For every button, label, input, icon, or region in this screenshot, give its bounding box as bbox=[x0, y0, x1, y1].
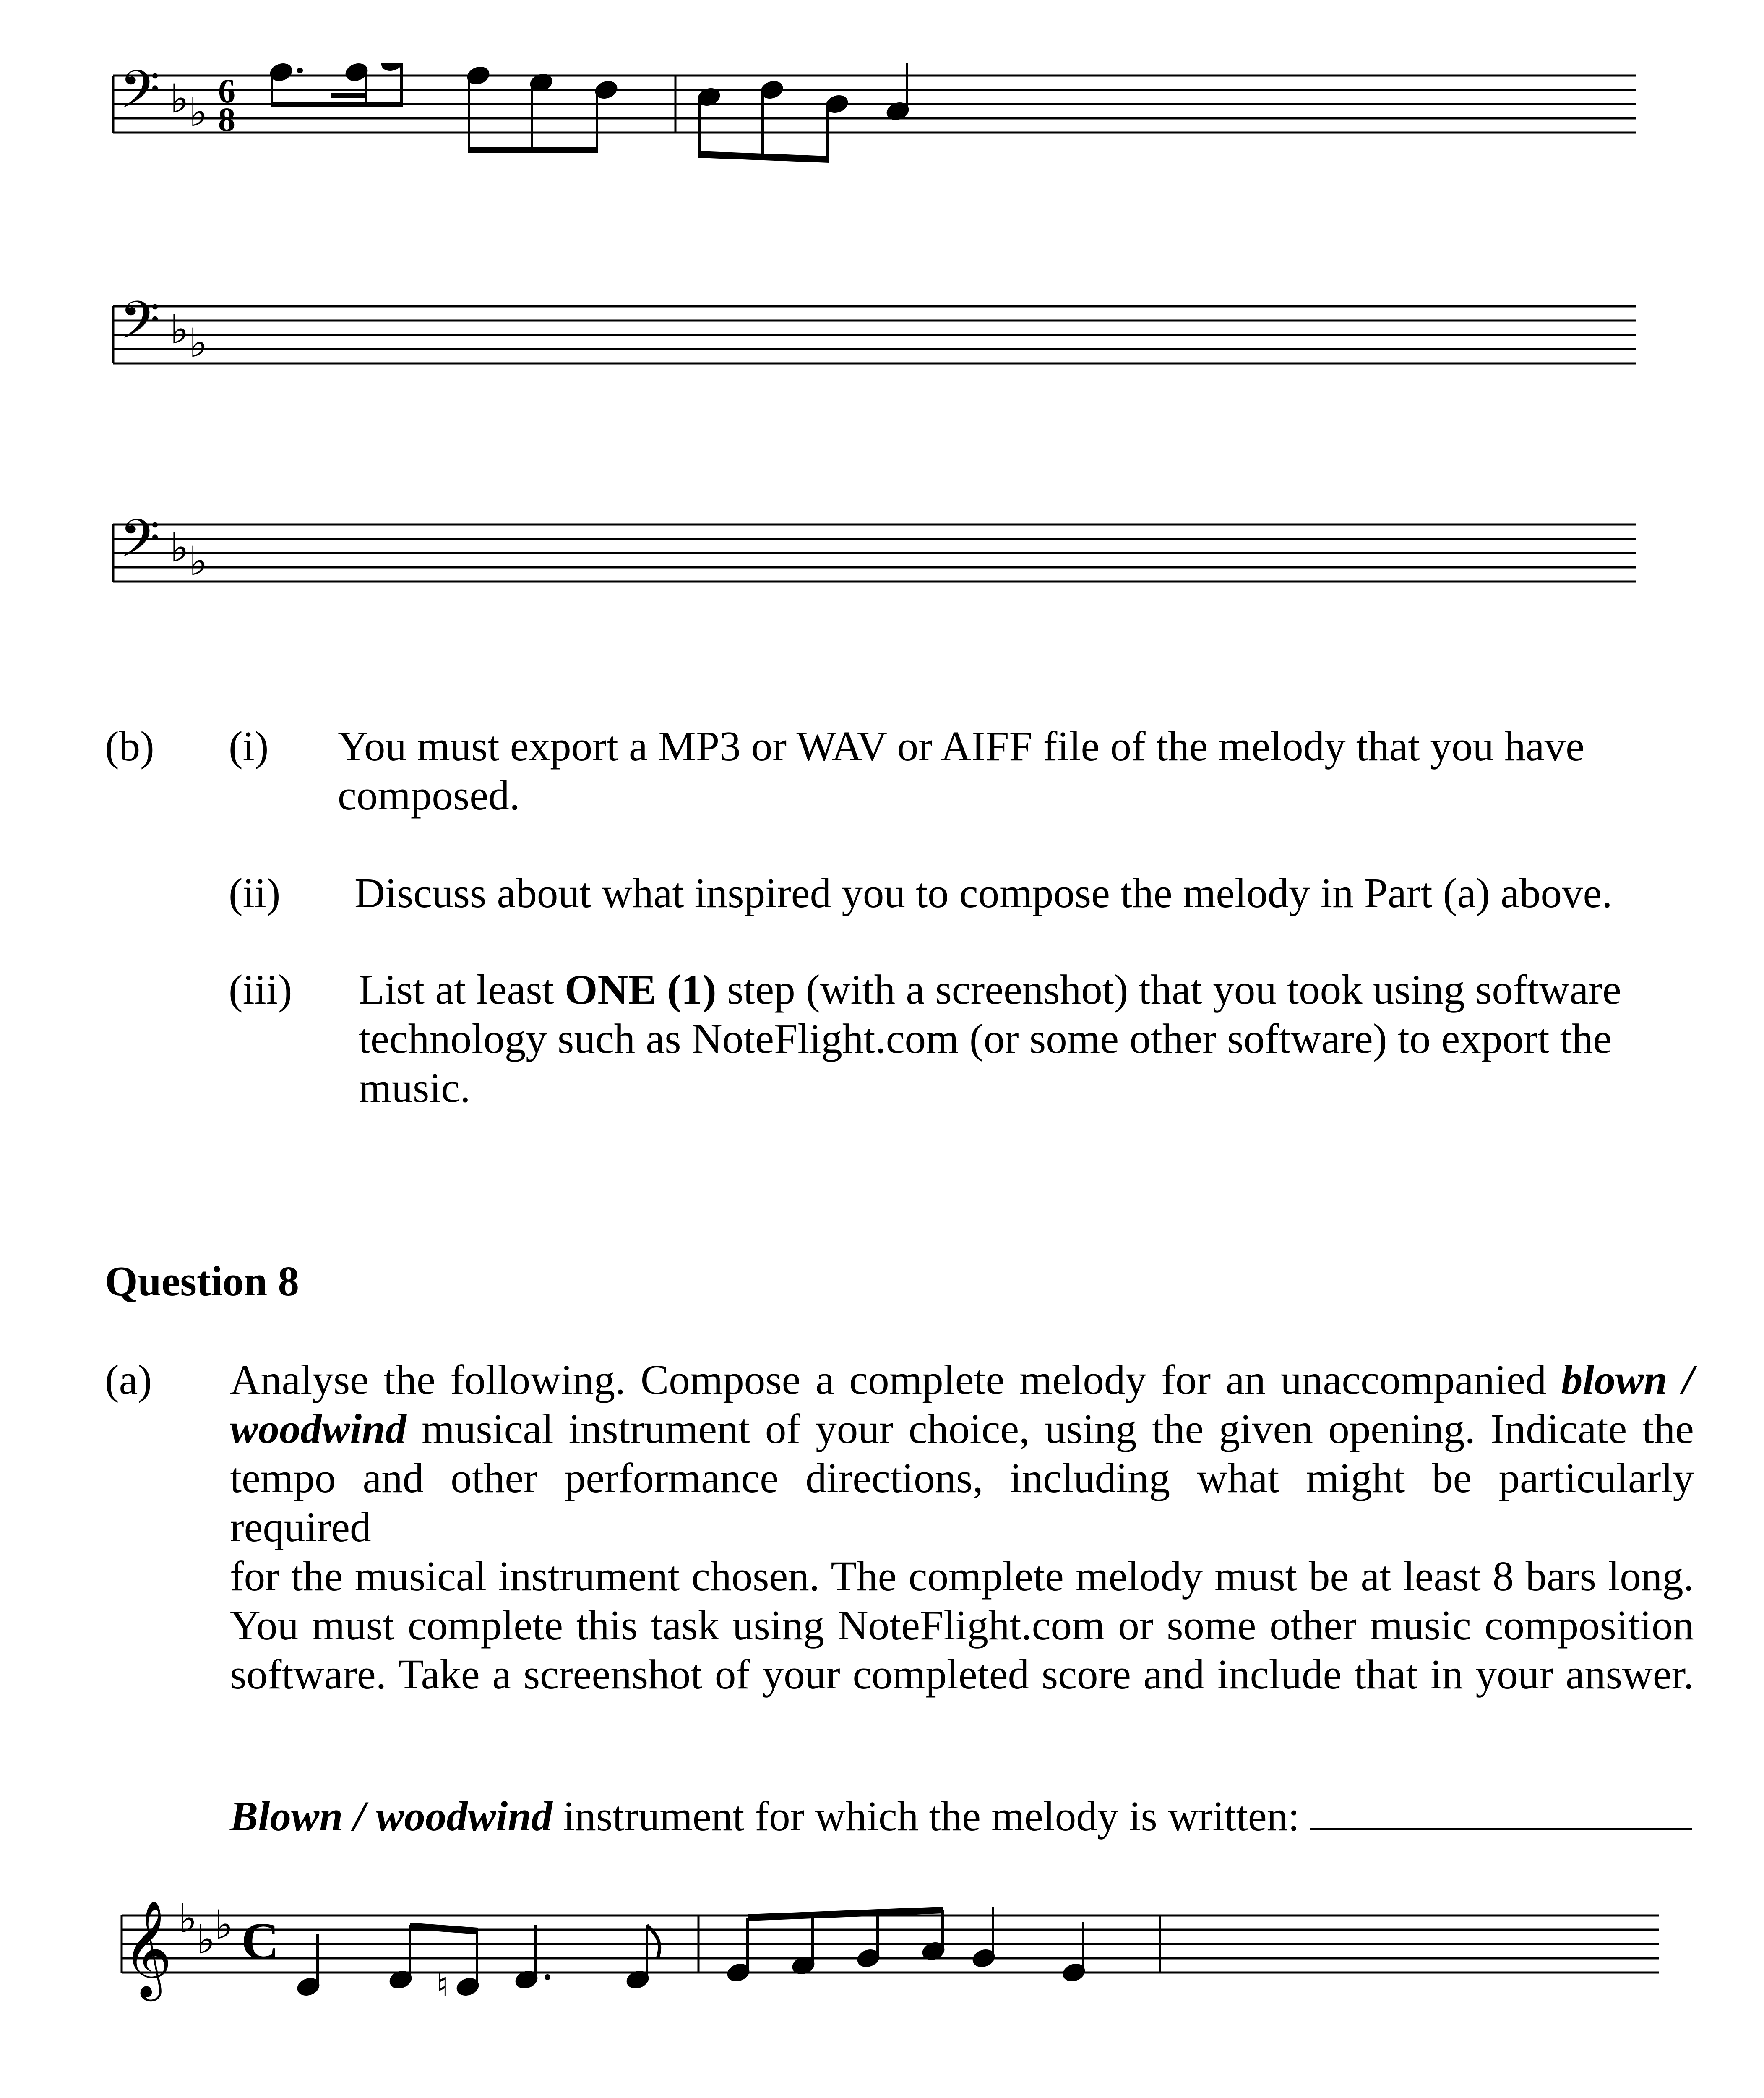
flat-icon bbox=[178, 1896, 233, 1963]
bass-staff-2 bbox=[0, 294, 1764, 386]
bass-clef-icon bbox=[120, 63, 160, 133]
svg-text:♭: ♭ bbox=[189, 538, 208, 585]
question-heading: Question 8 bbox=[105, 1258, 299, 1305]
item-ii-number: (ii) bbox=[229, 869, 281, 916]
bass-staff-1 bbox=[0, 63, 1764, 239]
svg-text:♭: ♭ bbox=[189, 89, 208, 136]
note bbox=[697, 63, 910, 163]
common-time-icon: C bbox=[241, 1913, 279, 1970]
svg-text:𝄢: 𝄢 bbox=[120, 63, 160, 133]
bass-clef-icon: 𝄢 bbox=[120, 512, 160, 582]
treble-staff-1 bbox=[0, 1888, 1764, 2014]
svg-text:♭: ♭ bbox=[189, 320, 208, 366]
answer-blank[interactable] bbox=[1310, 1795, 1692, 1830]
question-paragraph: Analyse the following. Compose a complete melody for an unaccompanied blown / woodwind musical instrument of your choice, using the given opening. Indicate the tempo and other performance directions, including what might be particularly required for the musical instrument chosen. The complete melody must be at least 8 bars long. You must complete this task using NoteFlight.com or some other music composition software. Take a screenshot of your completed score and include that in your answer. bbox=[230, 1356, 1694, 1698]
svg-text:8: 8 bbox=[218, 100, 235, 138]
part-b-label: (b) bbox=[105, 723, 154, 770]
natural-icon: ♮ bbox=[436, 1965, 448, 2004]
item-i-text: You must export a MP3 or WAV or AIFF file of the melody that you have composed. bbox=[338, 723, 1584, 819]
svg-text:♭: ♭ bbox=[170, 76, 189, 122]
flat-icon bbox=[170, 307, 208, 366]
svg-text:♭: ♭ bbox=[214, 1902, 233, 1948]
svg-text:♭: ♭ bbox=[170, 525, 189, 571]
bass-staff-3 bbox=[0, 512, 1764, 604]
treble-clef-icon: 𝄞 bbox=[122, 1900, 172, 1997]
item-ii-text: Discuss about what inspired you to compose the melody in Part (a) above. bbox=[354, 869, 1613, 916]
svg-text:♭: ♭ bbox=[178, 1896, 197, 1942]
svg-text:6: 6 bbox=[218, 72, 235, 110]
note bbox=[389, 1923, 480, 1997]
note bbox=[466, 65, 618, 153]
part-a-label: (a) bbox=[105, 1356, 152, 1403]
item-iii-number: (iii) bbox=[229, 966, 292, 1013]
flat-icon bbox=[170, 525, 208, 585]
svg-text:♭: ♭ bbox=[170, 307, 189, 353]
time-signature-6-8 bbox=[218, 72, 235, 138]
svg-text:♭: ♭ bbox=[196, 1917, 215, 1963]
instrument-line: Blown / woodwind instrument for which the melody is written: bbox=[230, 1792, 1692, 1841]
bass-clef-icon: 𝄢 bbox=[120, 294, 160, 363]
item-i-number: (i) bbox=[229, 723, 269, 770]
note bbox=[1062, 1922, 1086, 1983]
flat-icon bbox=[170, 76, 208, 136]
note bbox=[269, 63, 404, 107]
item-iii-text: List at least ONE (1) step (with a screenshot) that you took using software technology such as NoteFlight.com (or some other software) to export the music. bbox=[359, 966, 1621, 1111]
